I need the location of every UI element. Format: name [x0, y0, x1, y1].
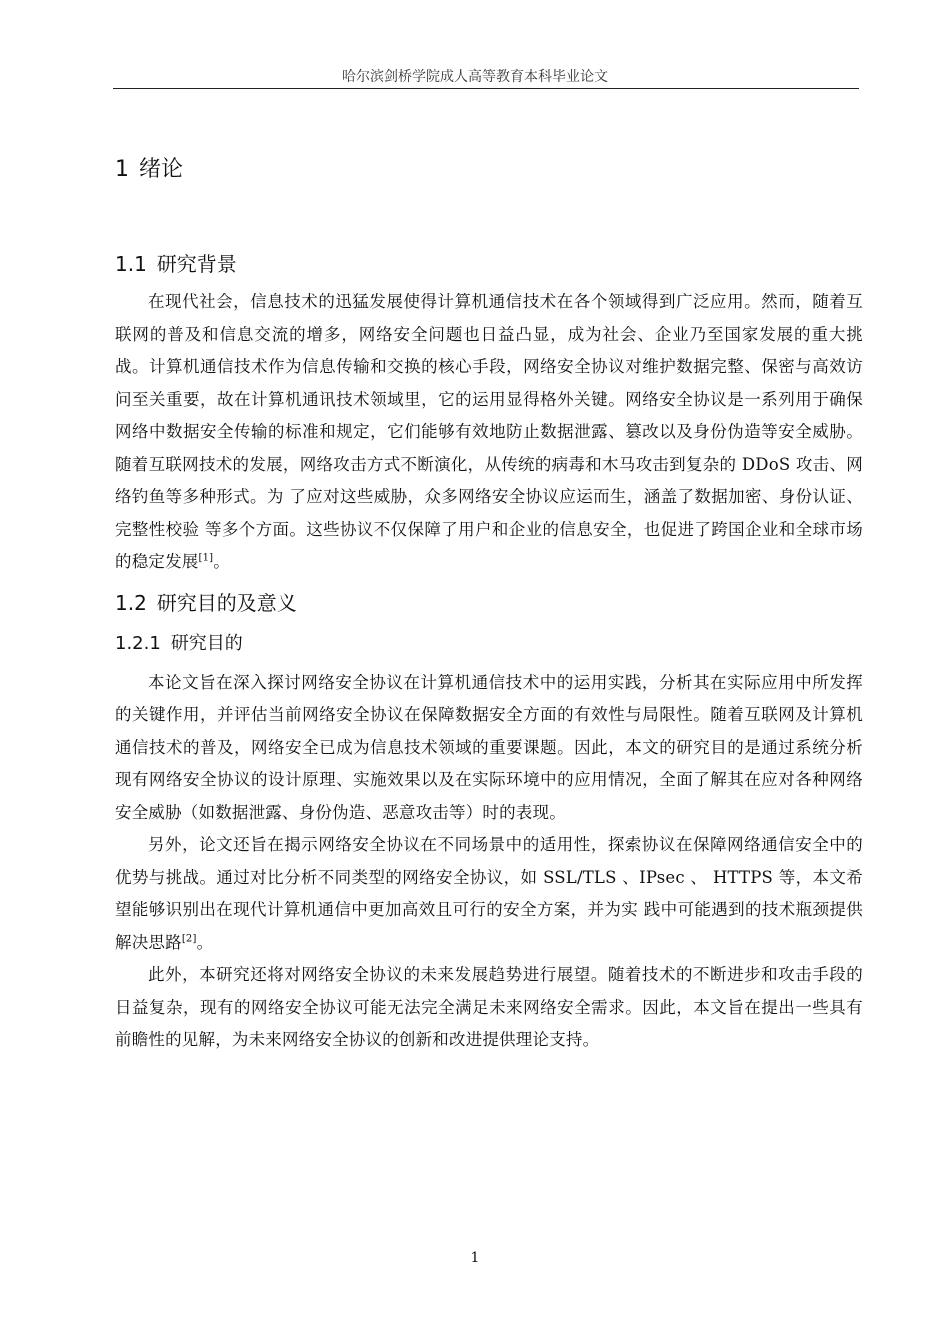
section-title: 研究目的及意义 — [156, 590, 297, 615]
paragraph-end: 。 — [196, 932, 214, 952]
paragraph-end: 。 — [213, 552, 230, 571]
subsection-title: 研究目的 — [170, 632, 243, 654]
section-heading-1-2 — [115, 585, 863, 621]
paragraph-research-purpose-1: 本论文旨在深入探讨网络安全协议在计算机通信技术中的运用实践，分析其在实际应用中所发挥的关键作用，并评估当前网络安全协议在保障数据安全方面的有效性与局限性。随着互联网及计算机通信技术的普及，网络安全已成为信息技术领域的重要课题。因此，本文的研究目的是通过系统分析现有网络安全协议的设计原理、实施效果以及在实际环境中的应用情况，全面了解其在应对各种网络安全威胁（如数据泄露、身份伪造、恶意攻击等）时的表现。 — [115, 672, 863, 822]
paragraph-research-background — [115, 286, 863, 579]
section-heading-1-1 — [115, 246, 863, 282]
chapter-title: 绪论 — [139, 157, 184, 182]
page-body — [115, 150, 863, 1057]
page-number: 1 — [470, 1250, 480, 1266]
section-number: 1.1 — [115, 252, 147, 276]
chapter-number: 1 — [115, 157, 129, 182]
chapter-heading — [115, 150, 863, 190]
section-number: 1.2 — [115, 590, 147, 615]
citation-2: [2] — [181, 933, 197, 944]
paragraph-text: 另外，论文还旨在揭示网络安全协议在不同场景中的适用性，探索协议在保障网络通信安全中的优势与挑战。通过对比分析不同类型的网络安全协议，如 SSL/TLS 、IPsec 、 HTTPS 等，本文希望能够识别出在现代计算机通信中更加高效且可行的安全方案，并为实 践中可能遇到的技术瓶颈提供解决思路 — [115, 835, 863, 952]
running-header: 哈尔滨剑桥学院成人高等教育本科毕业论文 — [342, 69, 608, 85]
subsection-number: 1.2.1 — [115, 632, 161, 654]
citation-1: [1] — [198, 552, 214, 564]
paragraph-text: 在现代社会，信息技术的迅猛发展使得计算机通信技术在各个领域得到广泛应用。然而，随着互联网的普及和信息交流的增多，网络安全问题也日益凸显，成为社会、企业乃至国家发展的重大挑战。计算机通信技术作为信息传输和交换的核心手段，网络安全协议对维护数据完整、保密与高效访问至关重要，故在计算机通讯技术领域里，它的运用显得格外关键。网络安全协议是一系列用于确保网络中数据安全传输的标准和规定，它们能够有效地防止数据泄露、篡改以及身份伪造等安全威胁。随着互联网技术的发展，网络攻击方式不断演化，从传统的病毒和木马攻击到复杂的 DDoS 攻击、网络钓鱼等多种形式。为 了应对这些威胁，众多网络安全协议应运而生，涵盖了数据加密、身份认证、完整性校验 等多个方面。这些协议不仅保障了用户和企业的信息安全，也促进了跨国企业和全球市场 的稳定发展 — [115, 292, 863, 571]
paragraph-research-purpose-3: 此外，本研究还将对网络安全协议的未来发展趋势进行展望。随着技术的不断进步和攻击手段的日益复杂，现有的网络安全协议可能无法完全满足未来网络安全需求。因此，本文旨在提出一些具有前瞻性的见解，为未来网络安全协议的创新和改进提供理论支持。 — [115, 965, 863, 1049]
header-divider — [113, 88, 859, 89]
paragraph-research-purpose-2 — [115, 829, 863, 959]
subsection-heading-1-2-1 — [115, 627, 863, 661]
section-title: 研究背景 — [156, 252, 237, 276]
